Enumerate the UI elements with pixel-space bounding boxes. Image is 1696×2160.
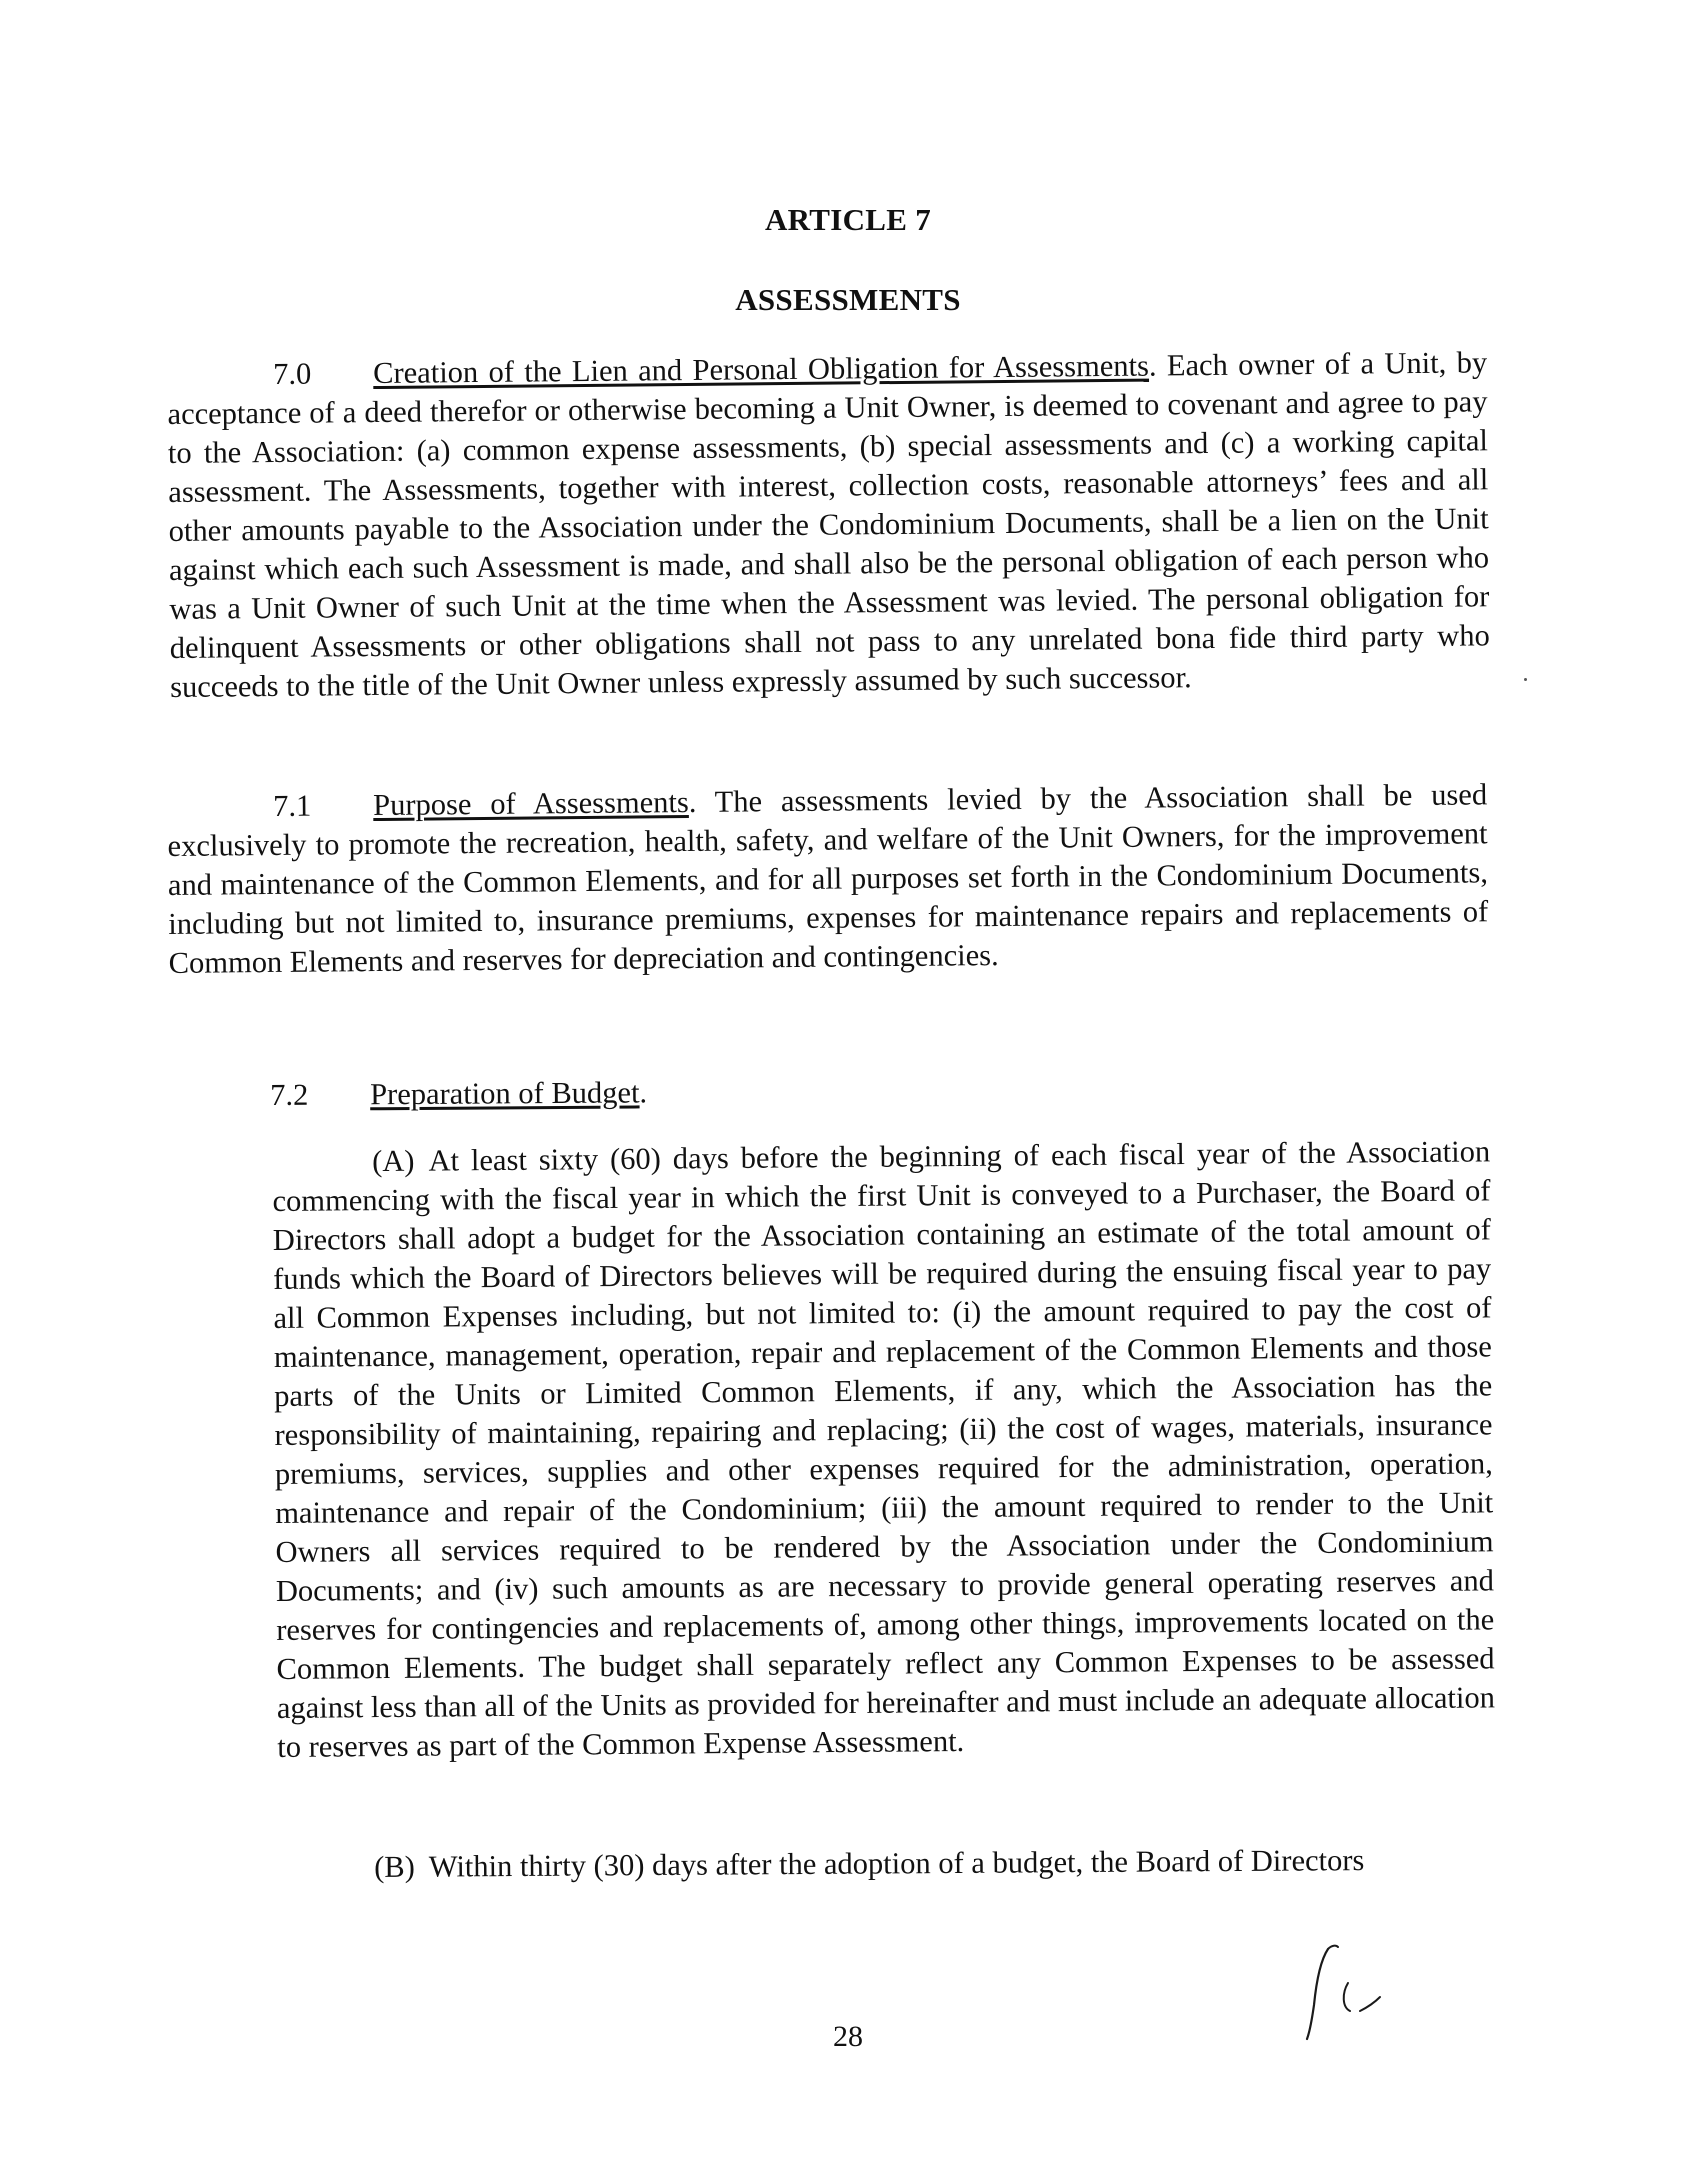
section-7-0 <box>167 343 1490 707</box>
section-caption: Purpose of Assessments <box>373 784 689 823</box>
section-number: 7.0 <box>273 356 312 391</box>
section-7-1 <box>167 775 1489 983</box>
subsection-text: At least sixty (60) days before the beginning of each fiscal year of the Association commencing with the fiscal year in which the first Unit is conveyed to a Purchaser, the Board of Directors shall adopt a budget for the Association containing an estimate of the total amount of funds which the Board of Directors believes will be required during the ensuing fiscal year to pay all Common Expenses including, but not limited to: (i) the amount required to pay the cost of maintenance, management, operation, repair and replacement of the Common Elements and those parts of the Units or Limited Common Elements, if any, which the Association has the responsibility of maintaining, repairing and replacing; (ii) the cost of wages, materials, insurance premiums, services, supplies and other expenses required for the administration, operation, maintenance and repair of the Condominium; (iii) the amount required to render to the Unit Owners all services required to be rendered by the Association under the Condominium Documents; and (iv) such amounts as are necessary to provide general operating reserves and reserves for contingencies and replacements of, among other things, improvements located on the Common Elements. The budget shall separately reflect any Common Expenses to be assessed against less than all of the Units as provided for hereinafter and must include an adequate allocation to reserves as part of the Common Expense Assessment. <box>272 1134 1496 1764</box>
section-text: . Each owner of a Unit, by acceptance of a deed therefor or otherwise becoming a Unit Owner, is deemed to covenant and agree to pay to the Association: (a) common expense assessments, (b) special assessments and (c) a working capital assessment. The Assessments, together with interest, collection costs, reasonable attorneys’ fees and all other amounts payable to the Association under the Condominium Documents, shall be a lien on the Unit against which each such Assessment is made, and shall also be the personal obligation of each person who was a Unit Owner of such Unit at the time when the Assessment was levied. The personal obligation for delinquent Assessments or other obligations shall not pass to any unrelated bona fide third party who succeeds to the title of the Unit Owner unless expressly assumed by such successor. <box>167 345 1490 704</box>
subsection-label: (A) <box>372 1143 415 1179</box>
section-period: . <box>639 1075 648 1110</box>
section-number: 7.2 <box>270 1077 309 1112</box>
subsection-text: Within thirty (30) days after the adoption of a budget, the Board of Directors <box>428 1843 1365 1884</box>
subsection-a <box>272 1132 1495 1767</box>
section-caption: Preparation of Budget <box>370 1075 640 1112</box>
section-number: 7.1 <box>273 788 312 823</box>
article-heading: ARTICLE 7 <box>764 202 932 237</box>
scan-speck <box>1524 678 1527 681</box>
section-caption: Creation of the Lien and Personal Obligation for Assessments <box>373 348 1150 391</box>
section-text: . The assessments levied by the Association shall be used exclusively to promote the recreation, health, safety, and welfare of the Unit Owners, for the improvement and maintenance of the Common Elements, and for all purposes set forth in the Condominium Documents, including but not limited to, insurance premiums, expenses for maintenance repairs and replacements of Common Elements and reserves for depreciation and contingencies. <box>167 777 1489 980</box>
section-7-2 <box>270 1072 870 1115</box>
page-number: 28 <box>833 2020 863 2053</box>
initials-signature <box>1290 1935 1400 2045</box>
subsection-b <box>374 1840 1490 1887</box>
subsection-label: (B) <box>374 1849 415 1884</box>
article-title: ASSESSMENTS <box>735 282 961 317</box>
